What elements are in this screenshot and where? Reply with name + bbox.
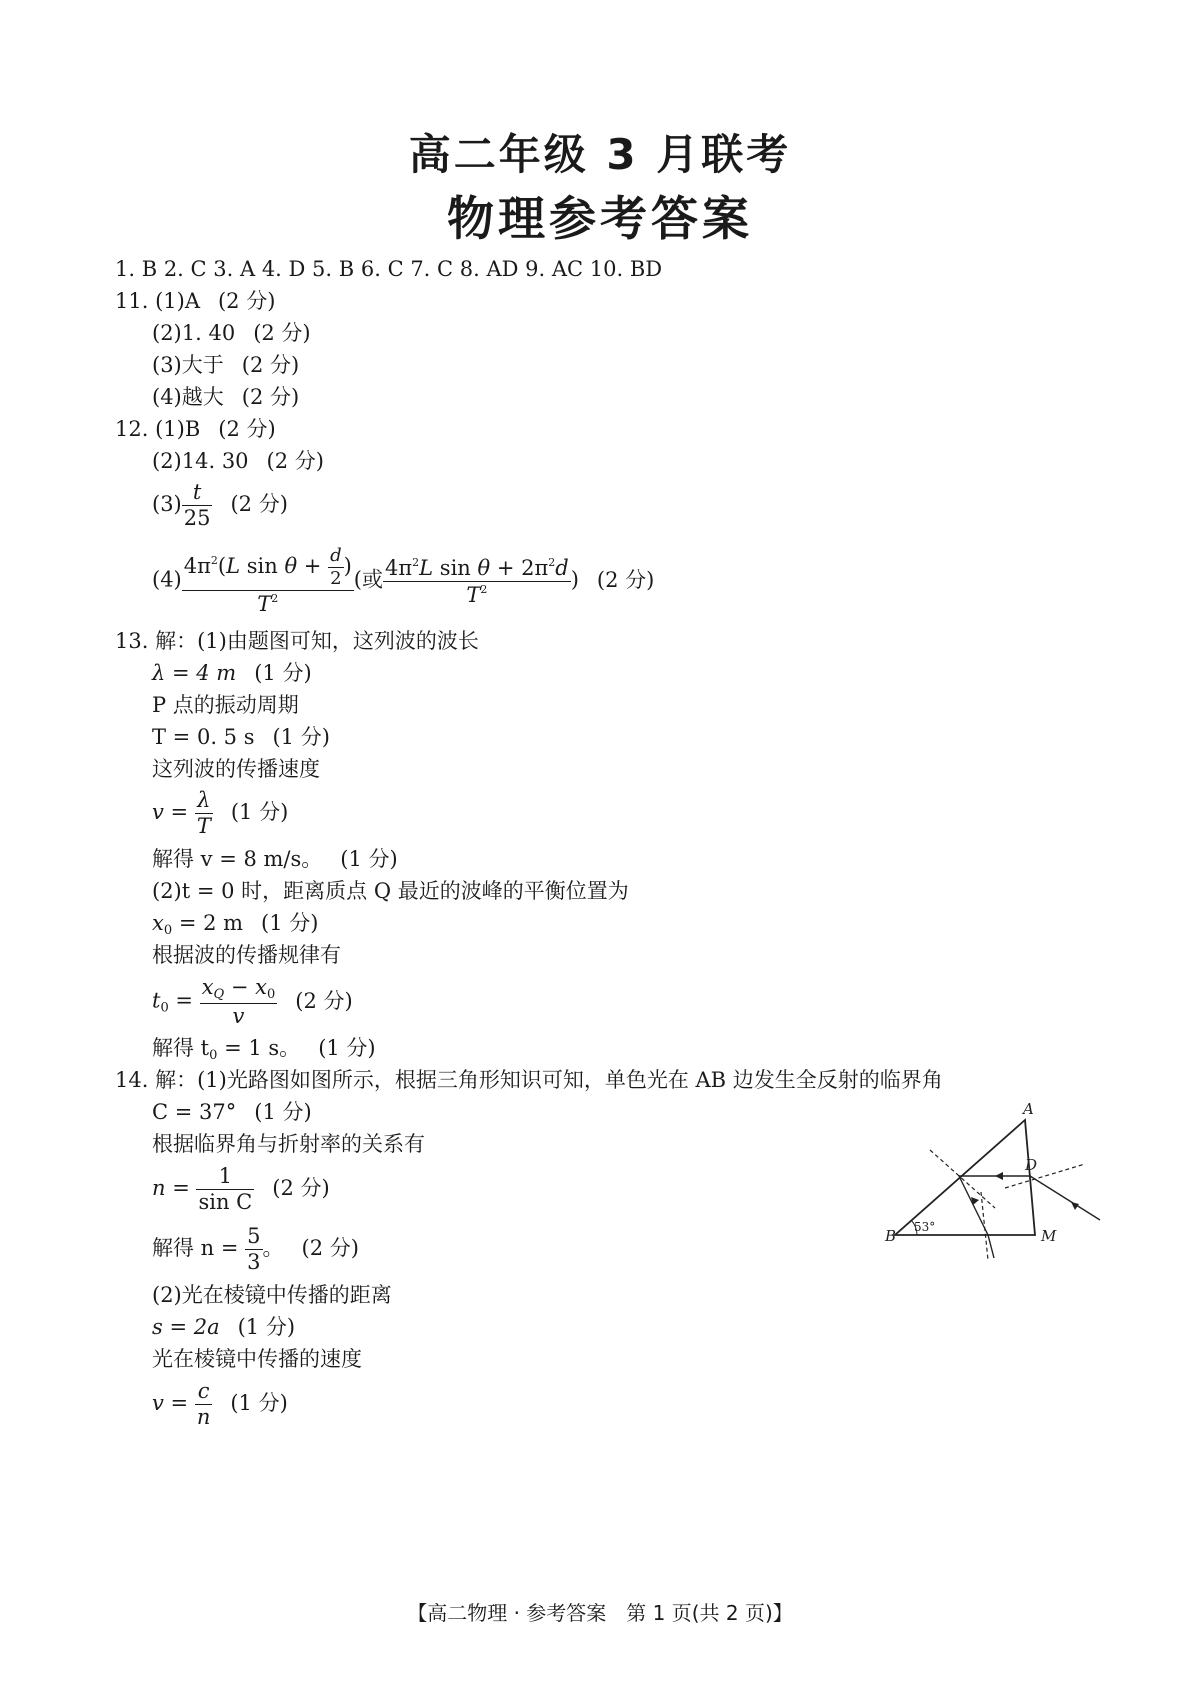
q14-n-result-pre: 解得 n = [152, 1236, 239, 1260]
q14-critical-formula: C = 37° [152, 1100, 237, 1124]
points-label: (1 分) [237, 1315, 296, 1339]
points-label: (1 分) [318, 1036, 376, 1060]
page-footer: 【高二物理 · 参考答案 第 1 页(共 2 页)】 [407, 1601, 793, 1625]
q13-t0-result-b: = 1 s。 [224, 1036, 301, 1060]
ray-down-to-bc [959, 1176, 988, 1235]
points-label: (1 分) [254, 661, 312, 685]
points-label: (2 分) [253, 321, 311, 345]
q13-speed-formula: v = $\frac{\lambda}{T}$ (1 分) [152, 788, 289, 838]
points-label: (2 分) [241, 353, 300, 377]
q12-part4-prefix: (4) [152, 567, 182, 592]
q13-period-text: P 点的振动周期 [152, 693, 299, 717]
points-label: (2 分) [266, 449, 324, 473]
formula-period-alt: $\frac{4\pi^2L \sin \theta + 2\pi^2d}{T^2}$ [385, 555, 569, 607]
q11-part3 [152, 355, 299, 376]
points-label: (1 分) [230, 1391, 288, 1415]
points-label: (2 分) [596, 567, 655, 592]
formula-period-main: $4\pi^2(L$ sin θ + $\frac{d}{2}$ ) $T^2$ [183, 545, 352, 616]
points-label: (2 分) [218, 417, 276, 441]
q13-part2-head: (2)t = 0 时，距离质点 Q 最近的波峰的平衡位置为 [152, 879, 629, 903]
angle-label: 53° [914, 1220, 936, 1234]
q12-part1 [115, 419, 276, 440]
q12-part3 [152, 482, 288, 529]
q11-part2-answer: (2)1. 40 [152, 321, 236, 345]
q11-part3-answer: (3)大于 [152, 353, 224, 377]
q13-rule: 根据波的传播规律有 [152, 943, 341, 967]
q13-t0-result-a: 解得 t [152, 1036, 210, 1060]
q14-s-formula: s = 2a [152, 1315, 220, 1339]
q14-n-formula: n = $\frac{1}{\text{sin C}}$ (2 分) [152, 1164, 330, 1214]
points-label: (2 分) [301, 1236, 359, 1260]
q14-head: 14. 解：(1)光路图如图所示，根据三角形知识可知，单色光在 AB 边发生全反射的临界角 [115, 1068, 943, 1092]
q14-v-text: 光在棱镜中传播的速度 [152, 1347, 362, 1371]
q14-n-result [152, 1226, 359, 1273]
vertex-m-label: M [1041, 1227, 1057, 1245]
q12-part2-answer: (2)14. 30 [152, 449, 249, 473]
q13-speed-result [152, 849, 398, 870]
q13-t0-result: 解得 $t_0 = 1$ s。 (1 分) [152, 1036, 376, 1063]
points-label: (1 分) [261, 911, 319, 935]
q12-part4-or: (或 [353, 567, 383, 592]
vertex-b-label: B [885, 1227, 897, 1245]
normal-at-ab [930, 1150, 995, 1208]
point-d-label: D [1025, 1156, 1038, 1174]
q13-x0: $x_0 = 2$ m (1 分) [152, 911, 319, 938]
points-label: (1 分) [272, 725, 330, 749]
page-subtitle: 物理参考答案 [447, 192, 753, 247]
q14-relation: 根据临界角与折射率的关系有 [152, 1132, 425, 1156]
choice-answers: 1. B 2. C 3. A 4. D 5. B 6. C 7. C 8. AD 9. AC 10. BD [115, 257, 663, 281]
formula-five-thirds: $\frac{5}{3}$ [247, 1224, 261, 1274]
vertex-a-label: A [1023, 1100, 1034, 1118]
q14-critical [152, 1102, 312, 1123]
points-label: (2 分) [241, 385, 300, 409]
q11-part1-answer: 11. (1)A [115, 289, 200, 313]
q12-part4-close: ) [570, 567, 579, 592]
q13-speed-text: 这列波的传播速度 [152, 757, 320, 781]
q14-n-result-post: 。 [262, 1236, 284, 1260]
q11-part1 [115, 291, 275, 312]
points-label: (1 分) [254, 1100, 312, 1124]
q11-part2 [152, 323, 311, 344]
q13-head: 13. 解：(1)由题图可知，这列波的波长 [115, 629, 479, 653]
normal-at-bc [981, 1192, 988, 1260]
points-label: (1 分) [340, 847, 398, 871]
q11-part4 [152, 387, 299, 408]
incident-ray [1030, 1176, 1100, 1220]
exit-ray [988, 1235, 994, 1258]
formula-lambda-over-t: $\frac{\lambda}{T}$ [196, 788, 211, 838]
q13-lambda-formula: λ = 4 m [152, 661, 237, 685]
page-title: 高二年级 3 月联考 [408, 130, 792, 179]
q13-x0-value: = 2 m [178, 911, 244, 935]
q13-t0-formula: $t_0$ = $\frac{x_Q - x_0}{v}$ (2 分) [152, 975, 353, 1028]
q13-lambda [152, 663, 312, 684]
points-label: (2 分) [272, 1176, 330, 1200]
arrow-head-horizontal [995, 1172, 1003, 1180]
points-label: (2 分) [230, 492, 288, 516]
formula-t-over-25: $\frac{t}{25}$ [183, 480, 211, 530]
prism-light-path-diagram [885, 1100, 1125, 1275]
q12-part1-answer: 12. (1)B [115, 417, 201, 441]
q14-v-formula: v = $\frac{c}{n}$ (1 分) [152, 1379, 288, 1429]
q13-speed-result-text: 解得 v = 8 m/s。 [152, 847, 323, 871]
q13-period-formula: T = 0. 5 s [152, 725, 255, 749]
points-label: (2 分) [295, 988, 353, 1013]
formula-c-over-n: $\frac{c}{n}$ [196, 1379, 211, 1429]
q12-part3-prefix: (3) [152, 492, 182, 516]
prism-outline [895, 1120, 1038, 1235]
q14-s [152, 1317, 295, 1338]
formula-one-over-sinc: $\frac{1}{\text{sin C}}$ [198, 1164, 253, 1214]
q11-part4-answer: (4)越大 [152, 385, 224, 409]
points-label: (2 分) [217, 289, 276, 313]
q14-part2-head: (2)光在棱镜中传播的距离 [152, 1283, 392, 1307]
q12-part4 [152, 547, 654, 615]
points-label: (1 分) [230, 800, 289, 824]
q13-period [152, 727, 330, 748]
formula-t0: $\frac{x_Q - x_0}{v}$ [201, 975, 276, 1028]
q12-part2 [152, 451, 324, 472]
